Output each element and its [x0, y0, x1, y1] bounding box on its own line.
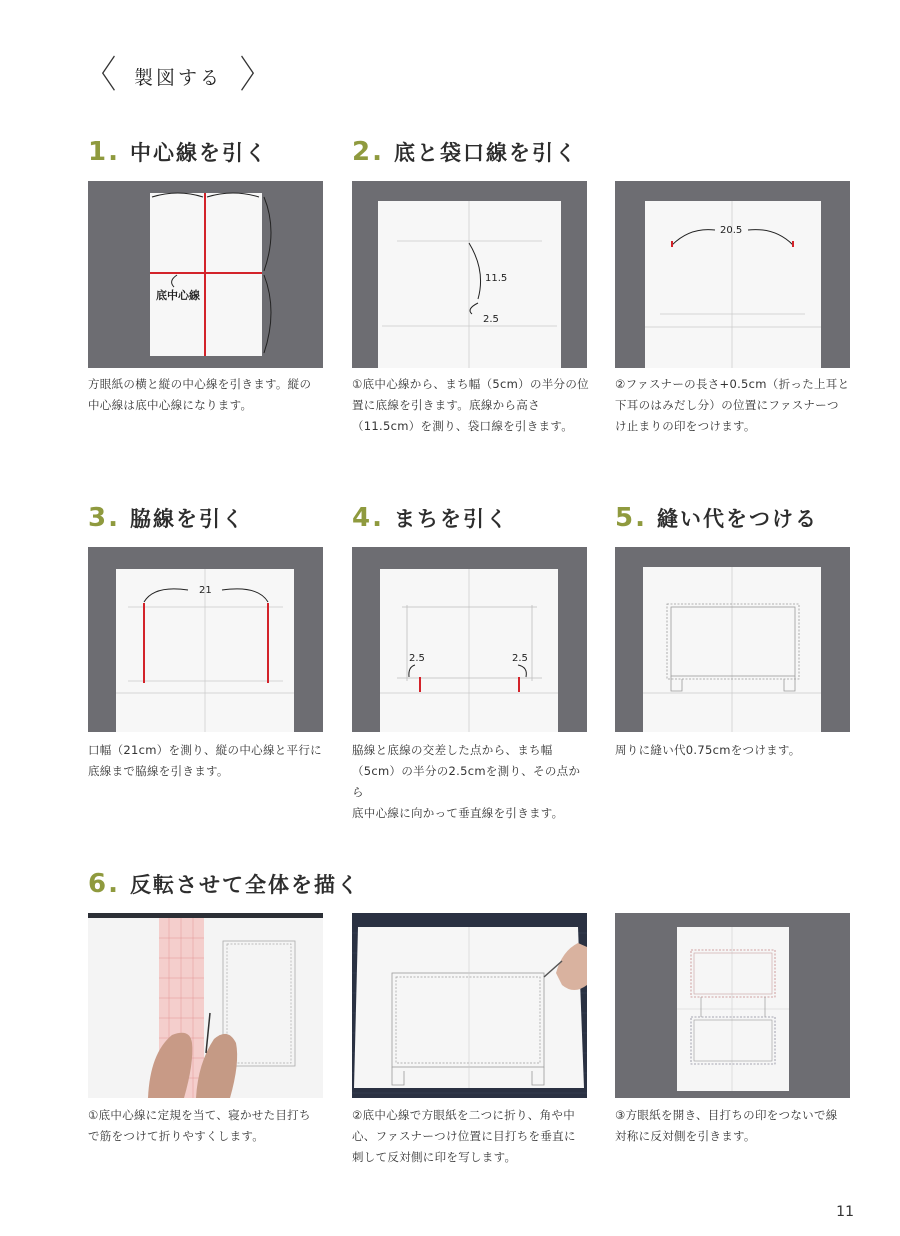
photo-step4	[352, 547, 587, 732]
photo-step3	[88, 547, 323, 732]
caption-line: ①底中心線に定規を当て、寝かせた目打ち	[88, 1108, 311, 1122]
step-4-number: 4.	[352, 503, 384, 533]
step-6-number: 6.	[88, 869, 120, 899]
label-20-5: 20.5	[720, 225, 743, 236]
step-4-title: まちを引く	[393, 507, 509, 531]
caption-line: 周りに縫い代0.75cmをつけます。	[615, 743, 801, 757]
step-4-heading	[352, 503, 509, 533]
caption-line: （5cm）の半分の2.5cmを測り、その点から	[352, 764, 581, 799]
caption-line: 脇線と底線の交差した点から、まち幅	[352, 743, 553, 757]
right-bracket: 〉	[240, 53, 271, 98]
caption-step3	[88, 740, 328, 782]
step-1-heading	[88, 137, 268, 167]
label-bottom-center-line: 底中心線	[156, 289, 200, 302]
step-2-number: 2.	[352, 137, 384, 167]
caption-line: で筋をつけて折りやすくします。	[88, 1129, 265, 1143]
caption-line: ②底中心線で方眼紙を二つに折り、角や中	[352, 1108, 576, 1122]
caption-line: ②ファスナーの長さ+0.5cm（折った上耳と	[615, 377, 850, 391]
step-2-title: 底と袋口線を引く	[393, 141, 578, 165]
step-5-heading	[615, 503, 818, 533]
step-3-title: 脇線を引く	[129, 507, 245, 531]
page-title	[86, 53, 271, 98]
caption-line: 中心線は底中心線になります。	[88, 398, 253, 412]
caption-line: ③方眼紙を開き、目打ちの印をつないで線	[615, 1108, 838, 1122]
caption-line: 底中心線に向かって垂直線を引きます。	[352, 806, 564, 820]
step-3-number: 3.	[88, 503, 120, 533]
step-2-heading	[352, 137, 578, 167]
caption-line: 口幅（21cm）を測り、縦の中心線と平行に	[88, 743, 322, 757]
step-1-number: 1.	[88, 137, 120, 167]
caption-step6a	[88, 1105, 328, 1147]
caption-line: ①底中心線から、まち幅（5cm）の半分の位	[352, 377, 589, 391]
caption-step2b	[615, 374, 860, 437]
photo-step6a	[88, 913, 323, 1098]
photo-step6b	[352, 913, 587, 1098]
caption-line: 刺して反対側に印を写します。	[352, 1150, 517, 1164]
caption-step6b	[352, 1105, 592, 1168]
step-5-title: 縫い代をつける	[656, 507, 818, 531]
step-6-title: 反転させて全体を描く	[129, 873, 360, 897]
page-title-text: 製図する	[134, 66, 223, 89]
label-11-5: 11.5	[485, 273, 508, 284]
step-6-heading	[88, 869, 360, 899]
photo-step1	[88, 181, 323, 368]
label-21: 21	[199, 585, 212, 596]
left-bracket: 〈	[86, 53, 116, 98]
photo-step5	[615, 547, 850, 732]
caption-line: 対称に反対側を引きます。	[615, 1129, 756, 1143]
photo-step6c	[615, 913, 850, 1098]
caption-line: （11.5cm）を測り、袋口線を引きます。	[352, 419, 574, 433]
caption-line: 下耳のはみだし分）の位置にファスナーつ	[615, 398, 839, 412]
caption-line: け止まりの印をつけます。	[615, 419, 756, 433]
label-2-5-right: 2.5	[512, 653, 528, 664]
caption-line: 心、ファスナーつけ位置に目打ちを垂直に	[352, 1129, 576, 1143]
label-2-5-left: 2.5	[409, 653, 425, 664]
caption-step1	[88, 374, 328, 416]
page-number: 11	[836, 1204, 854, 1220]
label-2-5: 2.5	[483, 314, 499, 325]
caption-line: 方眼紙の横と縦の中心線を引きます。縦の	[88, 377, 312, 391]
step-3-heading	[88, 503, 245, 533]
caption-step6c	[615, 1105, 855, 1147]
caption-step4	[352, 740, 592, 824]
step-5-number: 5.	[615, 503, 647, 533]
caption-line: 置に底線を引きます。底線から高さ	[352, 398, 540, 412]
caption-step2a	[352, 374, 592, 437]
photo-step2a	[352, 181, 587, 368]
caption-step5	[615, 740, 855, 761]
step-1-title: 中心線を引く	[129, 141, 268, 165]
caption-line: 底線まで脇線を引きます。	[88, 764, 229, 778]
photo-step2b	[615, 181, 850, 368]
